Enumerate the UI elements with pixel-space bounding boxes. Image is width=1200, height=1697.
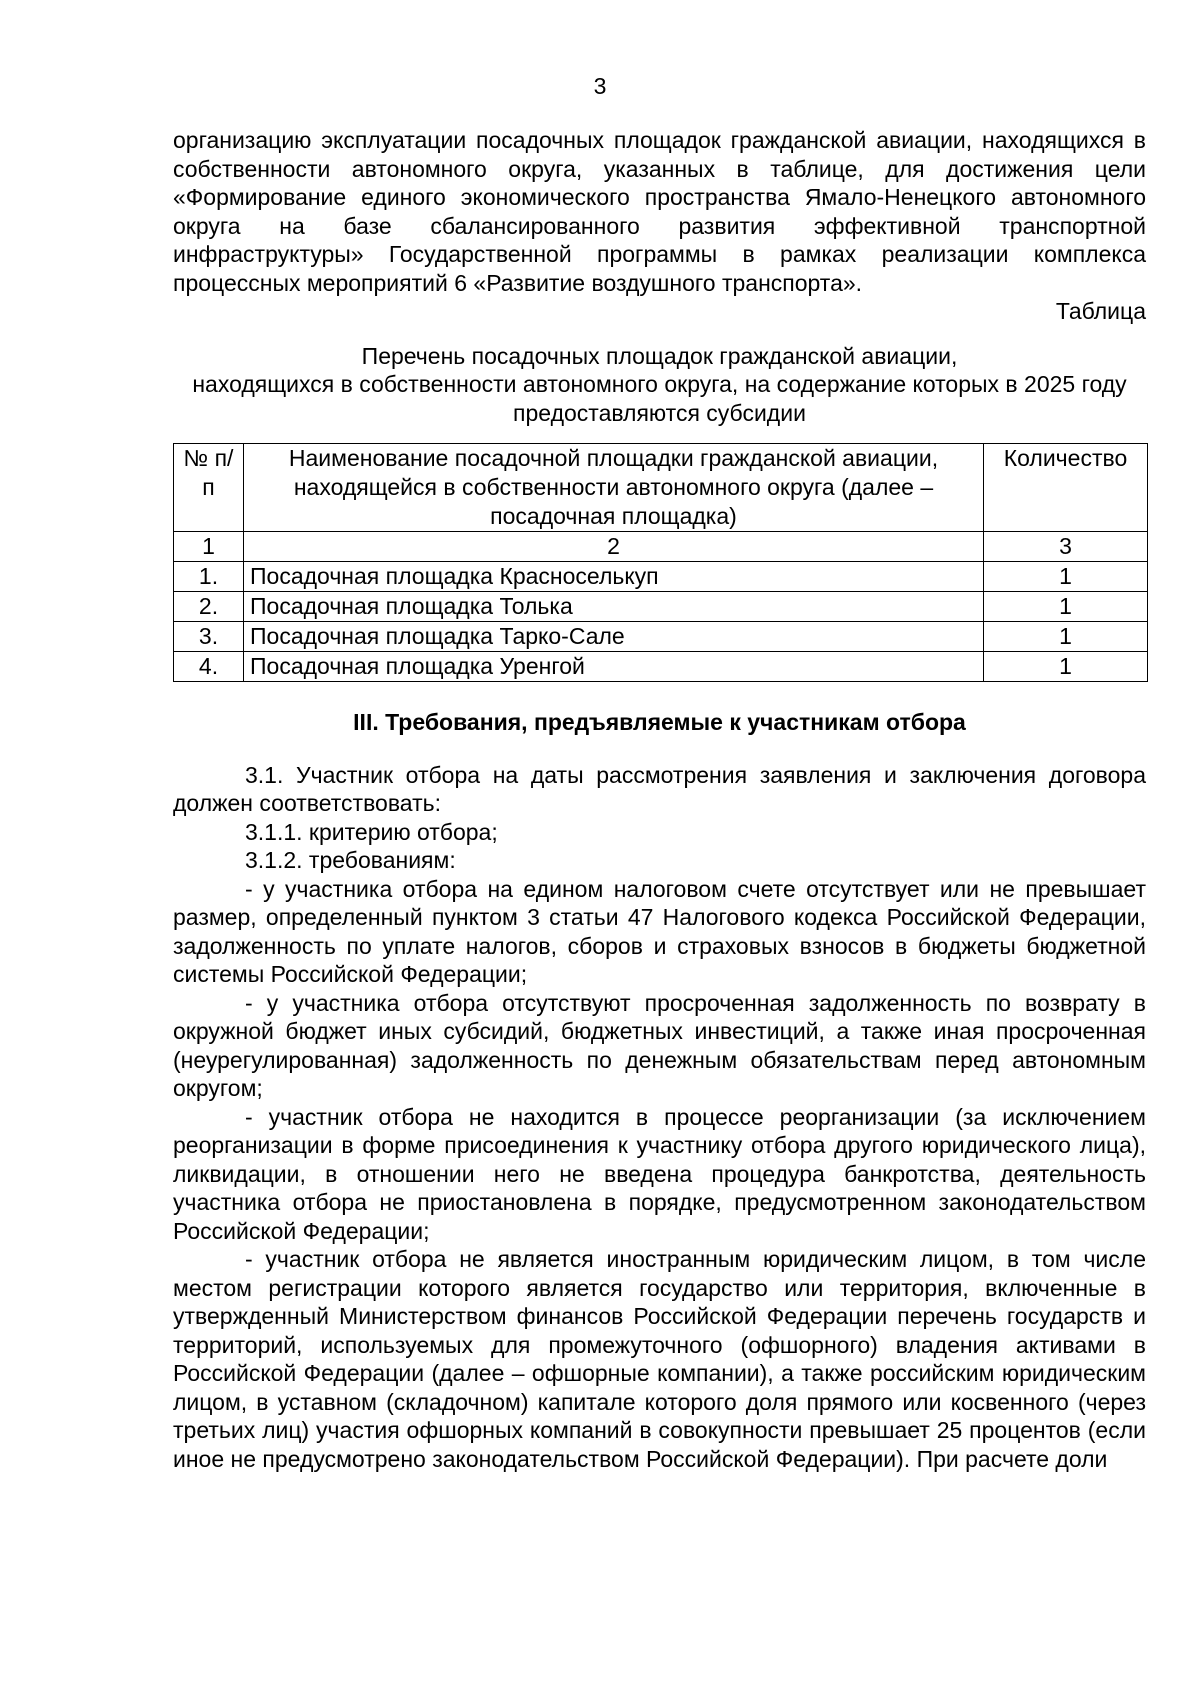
table-header-row bbox=[174, 444, 1148, 532]
section-heading: III. Требования, предъявляемые к участникам отбора bbox=[353, 709, 966, 735]
table-index-row bbox=[174, 532, 1148, 562]
paragraph-3-1-2: 3.1.2. требованиям: bbox=[245, 847, 456, 873]
requirement-item: - у участника отбора отсутствуют просроченная задолженность по возврату в окружной бюджет иных субсидий, бюджетных инвестиций, а также иная просроченная (неурегулированная) задолженность по денежным обязательствам перед автономным округом; bbox=[173, 989, 1146, 1101]
row-name: Посадочная площадка Толька bbox=[244, 592, 984, 622]
header-num: № п/п bbox=[174, 444, 244, 532]
row-num: 3. bbox=[174, 622, 244, 652]
paragraph-3-1-1: 3.1.1. критерию отбора; bbox=[245, 818, 498, 845]
header-qty: Количество bbox=[984, 444, 1148, 532]
row-name: Посадочная площадка Красноселькуп bbox=[244, 562, 984, 592]
requirement-item: - участник отбора не находится в процессе реорганизации (за исключением реорганизации в форме присоединения к участнику отбора другого юридического лица), ликвидации, в отношении него не введена процедура банкротства, деятельность участника отбора не приостановлена в порядке, предусмотренном законодательством Российской Федерации; bbox=[173, 1103, 1146, 1244]
table-label: Таблица bbox=[1055, 298, 1146, 324]
row-num: 2. bbox=[174, 592, 244, 622]
table-row bbox=[174, 592, 1148, 622]
row-num: 4. bbox=[174, 652, 244, 682]
requirement-item: - у участника отбора на едином налоговом счете отсутствует или не превышает размер, определенный пунктом 3 статьи 47 Налогового кодекса Российской Федерации, задолженность по уплате налогов, сборов и страховых взносов в бюджеты бюджетной системы Российской Федерации; bbox=[173, 875, 1146, 987]
row-qty: 1 bbox=[984, 622, 1148, 652]
header-name: Наименование посадочной площадки гражданской авиации, находящейся в собственности автономного округа (далее – посадочная площадка) bbox=[244, 444, 984, 532]
table-caption-line-1: Перечень посадочных площадок гражданской авиации, bbox=[361, 342, 958, 369]
row-qty: 1 bbox=[984, 652, 1148, 682]
row-qty: 1 bbox=[984, 562, 1148, 592]
document-body bbox=[173, 126, 1146, 1473]
index-cell: 3 bbox=[984, 532, 1148, 562]
index-cell: 2 bbox=[244, 532, 984, 562]
index-cell: 1 bbox=[174, 532, 244, 562]
airfields-table bbox=[173, 443, 1148, 682]
row-name: Посадочная площадка Тарко-Сале bbox=[244, 622, 984, 652]
table-caption-line-2: находящихся в собственности автономного округа, на содержание которых в 2025 году предоставляются субсидии bbox=[192, 371, 1127, 426]
table-row bbox=[174, 652, 1148, 682]
page-number: 3 bbox=[593, 73, 607, 99]
table-row bbox=[174, 622, 1148, 652]
requirement-item: - участник отбора не является иностранным юридическим лицом, в том числе местом регистрации которого является государство или территория, включенные в утвержденный Министерством финансов Российской Федерации перечень государств и территорий, используемых для промежуточного (офшорного) владения активами в Российской Федерации (далее – офшорные компании), а также российским юридическим лицом, в уставном (складочном) капитале которого доля прямого или косвенного (через третьих лиц) участия офшорных компаний в совокупности превышает 25 процентов (если иное не предусмотрено законодательством Российской Федерации). При расчете доли bbox=[173, 1246, 1146, 1472]
row-name: Посадочная площадка Уренгой bbox=[244, 652, 984, 682]
table-row bbox=[174, 562, 1148, 592]
table-caption bbox=[173, 342, 1146, 428]
row-num: 1. bbox=[174, 562, 244, 592]
intro-paragraph: организацию эксплуатации посадочных площадок гражданской авиации, находящихся в собственности автономного округа, указанных в таблице, для достижения цели «Формирование единого экономического пространства Ямало-Ненецкого автономного округа на базе сбалансированного развития эффективной транспортной инфраструктуры» Государственной программы в рамках реализации комплекса процессных мероприятий 6 «Развитие воздушного транспорта». bbox=[173, 127, 1146, 296]
row-qty: 1 bbox=[984, 592, 1148, 622]
paragraph-3-1: 3.1. Участник отбора на даты рассмотрения заявления и заключения договора должен соответствовать: bbox=[173, 761, 1146, 816]
